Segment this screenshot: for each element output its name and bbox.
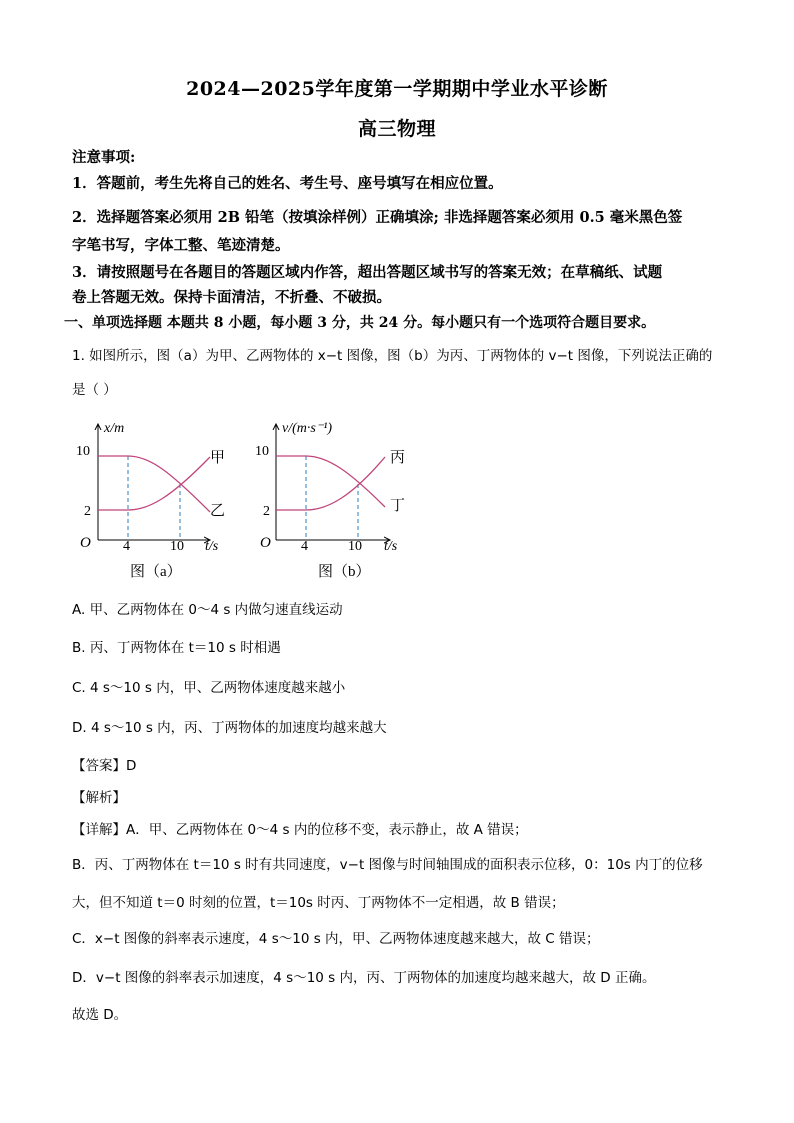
question-stem-cont: 是（ ） xyxy=(72,382,117,398)
graph-b-xtick: 4 xyxy=(301,539,308,554)
analysis-line: 【详解】A．甲、乙两物体在 0～4 s 内的位移不变，表示静止，故 A 错误； xyxy=(72,822,528,838)
graph-a-caption: 图（a） xyxy=(130,564,182,580)
notice-item: 字笔书写，字体工整、笔迹清楚。 xyxy=(72,237,290,254)
graph-b-ytick: 10 xyxy=(255,444,269,459)
graph-a-curve-yi xyxy=(98,457,210,510)
analysis-line: C．x−t 图像的斜率表示速度，4 s～10 s 内，甲、乙两物体速度越来越大，故 C 错误； xyxy=(72,931,600,947)
graph-b xyxy=(255,421,405,580)
notice-item: 3．请按照题号在各题目的答题区域内作答，超出答题区域书写的答案无效；在草稿纸、试题 xyxy=(72,264,663,281)
graph-a-label-jia: 甲 xyxy=(210,450,226,466)
graph-a-origin: O xyxy=(80,535,91,551)
graph-a-xtick: 4 xyxy=(123,539,130,554)
analysis-line: B．丙、丁两物体在 t＝10 s 时有共同速度，v−t 图像与时间轴围成的面积表示位移，0：10s 内丁的位移 xyxy=(72,857,703,873)
graph-a-ylabel: x/m xyxy=(104,421,125,436)
graph-a-xlabel: t/s xyxy=(205,539,219,554)
graph-b-xtick: 10 xyxy=(348,539,362,554)
notice-item: 1．答题前，考生先将自己的姓名、考生号、座号填写在相应位置。 xyxy=(72,175,503,192)
option-b: B. 丙、丁两物体在 t＝10 s 时相遇 xyxy=(72,640,281,656)
analysis-line: 大，但不知道 t＝0 时刻的位置，t＝10s 时丙、丁两物体不一定相遇，故 B 错误； xyxy=(72,895,565,911)
analysis-heading: 【解析】 xyxy=(72,790,126,806)
graph-a-xtick: 10 xyxy=(170,539,184,554)
graph-a-ytick: 10 xyxy=(76,444,90,459)
answer: 【答案】D xyxy=(72,758,137,774)
notice-item: 2．选择题答案必须用 2B 铅笔（按填涂样例）正确填涂; 非选择题答案必须用 0.5 毫米黑色签 xyxy=(72,209,683,226)
graph-a-ytick: 2 xyxy=(84,504,91,519)
graph-a xyxy=(76,421,225,580)
section-heading: 一、单项选择题 本题共 8 小题，每小题 3 分，共 24 分。每小题只有一个选项符合题目要求。 xyxy=(64,315,656,331)
graph-b-ytick: 2 xyxy=(263,504,270,519)
question-stem: 1. 如图所示，图（a）为甲、乙两物体的 x−t 图像，图（b）为丙、丁两物体的 v−t 图像，下列说法正确的 xyxy=(72,348,713,364)
analysis-line: D．v−t 图像的斜率表示加速度，4 s～10 s 内，丙、丁两物体的加速度均越来越大，故 D 正确。 xyxy=(72,970,656,986)
exam-subject: 高三物理 xyxy=(357,118,436,140)
notice-item: 卷上答题无效。保持卡面清洁，不折叠、不破损。 xyxy=(72,289,391,306)
graph-b-curve-ding xyxy=(276,456,385,507)
graph-b-curve-bing xyxy=(276,457,385,510)
motion-graphs-figure xyxy=(60,412,420,587)
option-d: D. 4 s～10 s 内，丙、丁两物体的加速度均越来越大 xyxy=(72,720,387,736)
graph-b-origin: O xyxy=(260,535,271,551)
analysis-line: 故选 D。 xyxy=(72,1007,128,1023)
graph-b-caption: 图（b） xyxy=(318,564,371,580)
graph-b-label-ding: 丁 xyxy=(390,498,406,514)
graph-a-label-yi: 乙 xyxy=(210,503,226,519)
exam-title: 2024—2025学年度第一学期期中学业水平诊断 xyxy=(186,78,608,100)
notice-heading: 注意事项: xyxy=(72,149,136,166)
option-c: C. 4 s～10 s 内，甲、乙两物体速度越来越小 xyxy=(72,680,346,696)
option-a: A. 甲、乙两物体在 0～4 s 内做匀速直线运动 xyxy=(72,602,343,618)
graph-b-label-bing: 丙 xyxy=(390,450,406,466)
graph-b-xlabel: t/s xyxy=(384,539,398,554)
graph-b-ylabel: v/(m·s⁻¹) xyxy=(282,421,333,436)
